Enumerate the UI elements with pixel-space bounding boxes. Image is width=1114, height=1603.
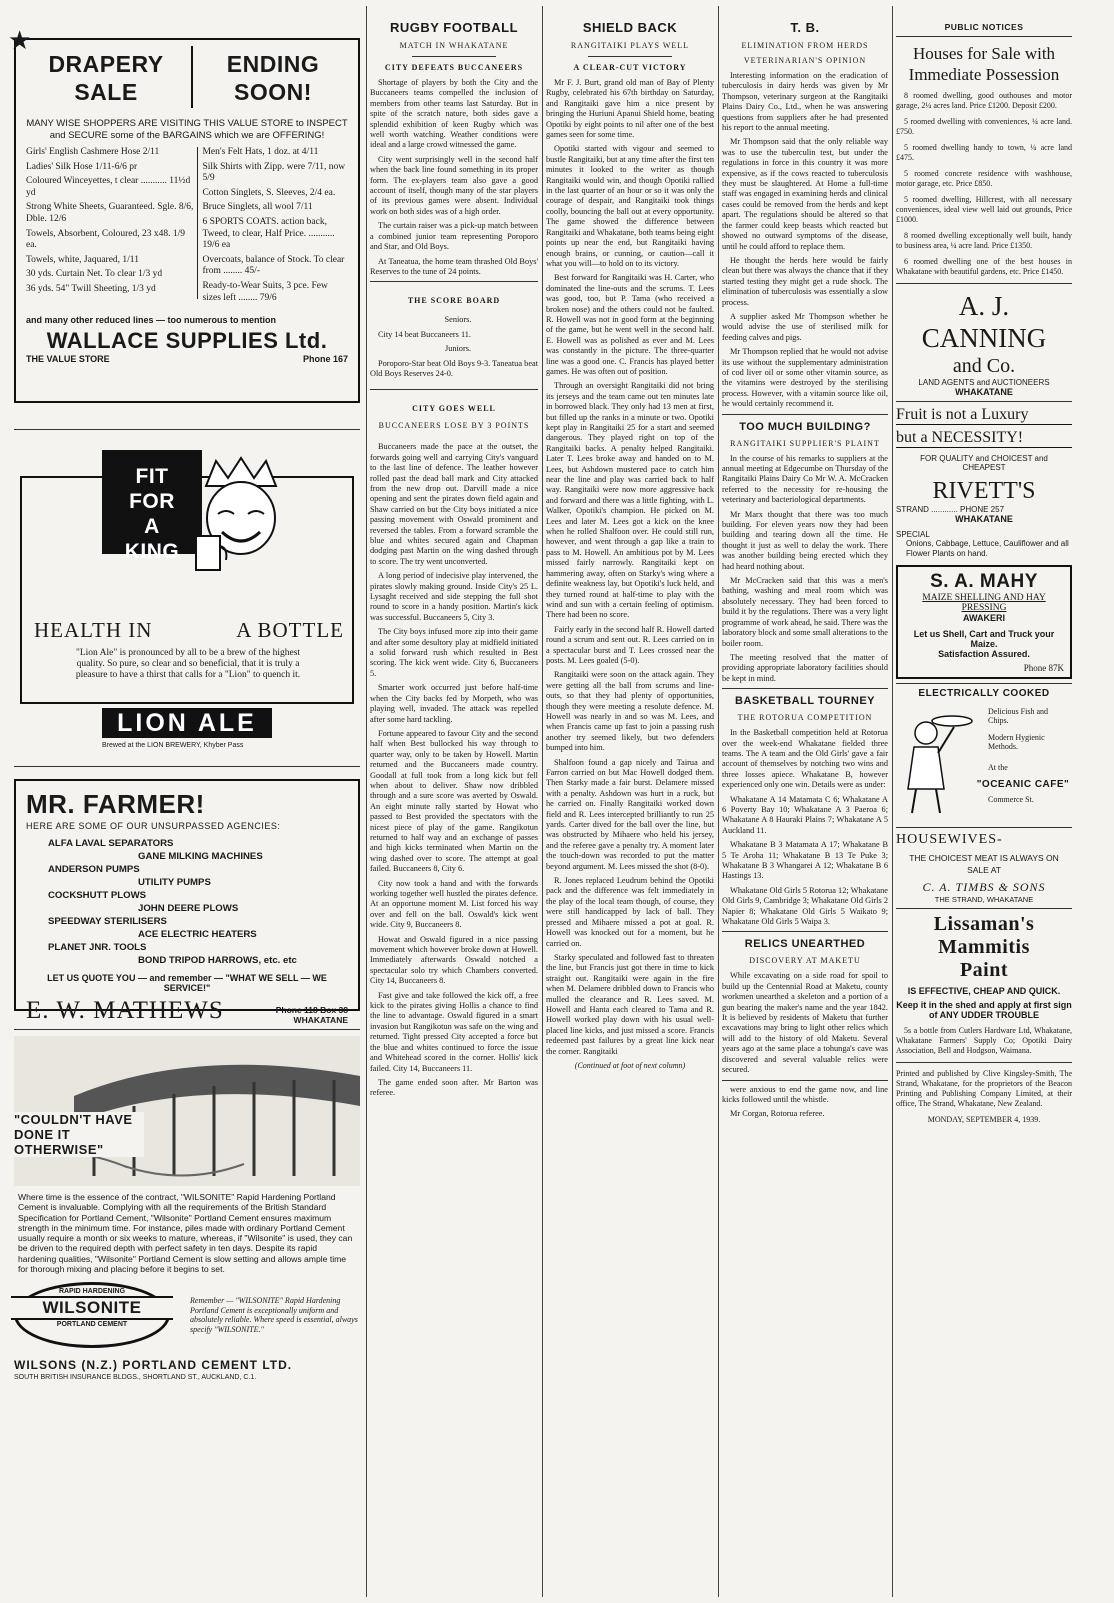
hygienic-text: Modern Hygienic Methods.	[988, 733, 1045, 751]
divider	[588, 56, 672, 57]
canning-role: LAND AGENTS and AUCTIONEERS	[918, 378, 1050, 387]
rugby-sub2: CITY DEFEATS BUCCANEERS	[384, 63, 524, 72]
drapery-right-item: Overcoats, balance of Stock. To clear from ........ 45/-	[202, 254, 345, 277]
house-listing: 5 roomed dwelling handy to town, ¼ acre land £475.	[896, 143, 1072, 162]
oceanic-cafe-name: "OCEANIC CAFE"	[976, 779, 1070, 790]
rugby-body	[370, 78, 538, 277]
drapery-title-divider	[191, 46, 193, 108]
drapery-right-item: Bruce Singlets, all wool 7/11	[202, 202, 313, 213]
ending-title: ENDING SOON!	[226, 51, 320, 105]
drapery-right-item: Silk Shirts with Zipp. were 7/11, now 5/9	[202, 161, 346, 184]
shield-continued: (Continued at foot of next column)	[574, 1060, 686, 1070]
mr-farmer-ad	[14, 779, 360, 1025]
shield-column	[546, 6, 714, 1597]
houses-title: Houses for Sale with Immediate Possession	[908, 44, 1060, 84]
shield-paragraph: Shalfoon found a gap nicely and Tairua and Farron carried on but Mac Howell dodged them. Then Starky made a fair burst. Delamere missed with a penalty. Ashdown was hurt in a ruck, but he carried on. Finally Rangitaiki worked down field and R. Lees intercepted brilliantly to run 25 yards. Carter dived for the ball over the line, but was obstructed by Mihaere who held his jersey, and the referee gave a penalty try. A moment later the touch-down was recorded to put the matter beyond argument. M. Lees missed the shot (8-0).	[546, 757, 714, 871]
divider	[896, 1062, 1072, 1063]
building-paragraph: Mr Marx thought that there was too much building. For eleven years now they had been building and tearing down all the time. He thought it just as well to delay the work. There was another building being erected which they had heard nothing about.	[722, 509, 888, 571]
canning-co: and Co.	[952, 355, 1016, 377]
issue-date: MONDAY, SEPTEMBER 4, 1939.	[927, 1115, 1041, 1124]
basketball-paragraph: Whakatane A 14 Matamata C 6; Whakatane A 6 Poverty Bay 10; Whakatane A 3 Paeroa 6; Whakatane A 8 Hauraki Plains 7; Whakatane A 5 Auckland 11.	[722, 794, 888, 835]
shield-paragraph: R. Jones replaced Leudrum behind the Opotiki pack and the difference was felt immediately in the play of the local team though, of course, they were still handicapped by lack of ball. They pressed and Mihaere missed a pot at goal. R. Howell was knocked out for a moment, but he carried on.	[546, 876, 714, 948]
column-rule	[892, 6, 893, 1597]
fruit-quality: FOR QUALITY and CHOICEST and CHEAPEST	[920, 454, 1048, 472]
building-sub: RANGITAIKI SUPPLIER'S PLAINT	[730, 438, 880, 448]
farmer-quote-line: LET US QUOTE YOU — and remember — "WHAT WE SELL — WE SERVICE!"	[47, 973, 327, 993]
city-paragraph: Howat and Oswald figured in a nice passing movement which however broke down at Howell. Immediately afterwards Oswald notched a spectacular solo try which Chambers converted. City 14, Buccaneers 8.	[370, 934, 538, 986]
divider	[896, 283, 1072, 284]
drapery-left-list	[26, 147, 198, 299]
tb-paragraph: Mr Thompson replied that he would not advise its use without the supplementary administration of cod liver oil or some other vitamin source, as the vitamins were destroyed by the sterilising process. However, with a vitamin source like oil, he would certainly recommend it.	[722, 347, 888, 409]
rugby-paragraph: Shortage of players by both the City and the Buccaneers teams compelled the inclusion of members from other teams last Saturday. But in spite of the scratch nature, both sides gave a splendid exhibition of keen Rugby which was well worth watching. Weather conditions were ideal and a large crowd witnessed the game.	[370, 78, 538, 150]
house-listing: 8 roomed dwelling, good outhouses and motor garage, 2¼ acres land. Price £1200. Deposit £200.	[896, 91, 1072, 110]
city-paragraph: City now took a hand and with the forwards working together well hustled the pirates defence. At an opportune moment M. List forced his way over and fell on the ball. Oswald's kick went wide. City 9, Buccaneers 8.	[370, 878, 538, 930]
city-goes-well-head: CITY GOES WELL	[412, 404, 496, 414]
shield-paragraph: Fairly early in the second half R. Howell darted round a scrum and sent out. R. Lees carried on in a spectacular burst and T. Lees crossed near the posts. M. Lees goaled (5-0).	[546, 624, 714, 665]
agency-list	[26, 837, 348, 967]
city-paragraph: Smarter work occurred just before half-time when the City backs fed by Morpeth, who was playing well, invaded. The attack was repelled after some hard tackling.	[370, 683, 538, 724]
wilsonite-text: Where time is the essence of the contract, "WILSONITE" Rapid Hardening Portland Cement is invaluable. Complying with all the requirements of the British Standard Specification for Portland Cement, "Wilsonite" Portland Cement ensures maximum strength in the minimum time. For instance, piles made with ordinary Portland Cement usually require a month or six weeks to mature, whereas, if "Wilsonite" is used, they can be driven to the required depth with perfect safety in ten days. Despite its rapid hardening qualities, "Wilsonite" Portland Cement is slow setting and allows ample time for thorough mixing and placing before it begins to set.	[18, 1192, 353, 1275]
shield-paragraph: Rangitaiki were soon on the attack again. They were getting all the ball from scrums and line-outs, so that they had plenty of opportunities, though they were meeting a resolute defence. M. Howell was nearly in and so was M. Lees, and when Francis came up fast to join a passing rush another try seemed likely, but two defenders bumped into him.	[546, 670, 714, 753]
divider	[896, 36, 1072, 37]
paint-effective: IS EFFECTIVE, CHEAP AND QUICK.	[907, 986, 1061, 996]
mathews-phone: Phone 118 Box 38	[275, 1005, 348, 1015]
score-line: City 14 beat Buccaneers 11.	[378, 329, 472, 339]
drapery-right-item: Ready-to-Wear Suits, 3 pce. Few sizes left ........ 79/6	[202, 280, 328, 303]
building-paragraph: In the course of his remarks to suppliers at the annual meeting at Edgecumbe on Thursday of the Rangitaiki Plains Dairy Co Mr W. A. McCracken referred to the necessity for re-housing the veterinary and bacteriological departments.	[722, 453, 888, 505]
canning-name: A. J. CANNING	[921, 291, 1047, 353]
lion-ale-ad	[14, 450, 360, 749]
housewives-head: HOUSEWIVES-	[896, 832, 1003, 847]
drapery-left-item: Girls' English Cashmere Hose 2/11	[26, 147, 160, 157]
lion-ale-brand: LION ALE	[102, 708, 272, 738]
divider	[14, 766, 360, 767]
tb-column	[722, 6, 888, 1597]
wilsonite-ad	[14, 1036, 360, 1416]
paint-price: 5s a bottle from Cutlers Hardware Ltd, Whakatane, Whakatane Farmers' Supply Co; Opotiki Dairy Association, Bell and Hodgson, Waimana.	[896, 1026, 1072, 1055]
shield-headline: SHIELD BACK	[582, 20, 678, 35]
mahy-name: S. A. MAHY	[930, 571, 1038, 592]
oceanic-cafe-ad	[896, 703, 1072, 823]
drapery-footer-line: and many other reduced lines — too numerous to mention	[26, 315, 277, 326]
tb-headline: T. B.	[790, 20, 820, 35]
city-paragraph: Fortune appeared to favour City and the second half when Best bullocked his way through to quarter way, only to be taken by Howell. Martin returned and the Buccaneers made country. Goodall at full took from a long kick but fell when about to deliver. Shaw now dribbled through and a sure score was averted by Oswald. An eight minute rally started by Howat who passed to Best provided the spectators with the nicest piece of play of the game. Rangikotun returned to half way and an exchange of passes and high kicks terminated when Martin on the wing dashed over to score. The attempt at goal failed. Buccaneers 8, City 6.	[370, 728, 538, 874]
agency-item: JOHN DEERE PLOWS	[138, 903, 239, 914]
mahy-ad	[896, 565, 1072, 679]
farmer-subtitle: HERE ARE SOME OF OUR UNSURPASSED AGENCIES:	[26, 821, 281, 831]
drapery-right-item: 6 SPORTS COATS. action back, Tweed, to clear, Half Price. ........... 19/6 ea	[202, 216, 335, 251]
fit-for-king-badge: FIT FOR A KING	[102, 450, 202, 554]
farmer-title: MR. FARMER!	[26, 789, 205, 819]
tb-paragraph: Mr Thompson said that the only reliable way was to use the tuberculin test, but under the regulations in force in this country it was more expensive, as if the cows reacted to tuberculosis they must be slaughtered. At Home a full-time staff was engaged in examining herds and clinical cases could be removed from the herds and kept apart. The regulations should be altered so that the farmer could keep beasts which reacted but showed no outward symptoms of the disease, until he could afford to replace them.	[722, 137, 888, 251]
imprint: Printed and published by Clive Kingsley-Smith, The Strand, Whakatane, for the proprietors of the Beacon Printing and Publishing Company Limited, at their office, The Strand, Whakatane, New Zealand.	[896, 1069, 1072, 1108]
score-line: Seniors.	[444, 315, 472, 325]
city-paragraph: Buccaneers made the pace at the outset, the forwards going well and carrying City's vanguard to the last line of defence. The leather however rolled past the dead ball mark and City attacked from the new drop out. Darvill made a nice opening and sent the pirates down field again and Shaw carried on but the City boys initiated a nice passing movement with Oswald prominent and reversed the tables. From a forward scramble the blue and whites secured again and Chapman dodging past Martin on the wing dashed through to score. The try went unconverted.	[370, 442, 538, 566]
drapery-left-item: Coloured Winceyettes, t clear ........... 11½d yd	[26, 176, 191, 198]
health-in: HEALTH IN	[34, 618, 153, 642]
smiling-king-illustration	[186, 456, 296, 586]
notices-column	[896, 6, 1072, 1597]
city-paragraph: A long period of indecisive play intervened, the pirates slowly making ground. Inside City's 25 L. Lysaght received and side stepping the full shot round to score in a handy position. Martin's kick was successful. Buccaneers 5, City 3.	[370, 571, 538, 622]
basketball-paragraph: Whakatane B 3 Matamata A 17; Whakatane B 5 Te Aroha 11; Whakatane B 13 Te Puke 3; Whakatane B 3 Whangarei A 12; Whakatane B 6 Hastings 13.	[722, 840, 888, 881]
agency-item: PLANET JNR. TOOLS	[48, 942, 147, 953]
city-paragraph: Fast give and take followed the kick off, a free kick to the pirates giving Hollis a chance to find the line to advantage. Oswald figured in a smart invasion but Rangikotun was safe on the wing and returned. Tight pressed City accepted a force but the blue and whites continued to force the issue and Whitehead scored in the corner. Hollis' kick failed. City 14, Buccaneers 11.	[370, 990, 538, 1073]
cafe-at: At the	[988, 763, 1008, 772]
mathews-company: E. W. MATHEWS	[26, 997, 224, 1024]
paint: Paint	[959, 959, 1009, 981]
relics-sub: DISCOVERY AT MAKETU	[749, 956, 861, 966]
canning-town: WHAKATANE	[955, 387, 1013, 397]
drapery-left-item: Towels, Absorbent, Coloured, 23 x48. 1/9 ea.	[26, 228, 185, 251]
drapery-ad	[8, 26, 360, 403]
shield-sub1: RANGITAIKI PLAYS WELL	[570, 41, 690, 50]
drapery-right-item: Men's Felt Hats, 1 doz. at 4/11	[202, 147, 319, 157]
timbs-address: THE STRAND, WHAKATANE	[934, 895, 1034, 904]
score-board	[370, 315, 538, 379]
paint-keep: Keep it in the shed and apply at first sign of ANY UDDER TROUBLE	[896, 1000, 1072, 1020]
relics-headline: RELICS UNEARTHED	[744, 938, 866, 951]
tb-body	[722, 71, 888, 410]
drapery-left-item: Ladies' Silk Hose 1/11-6/6 pr	[26, 161, 138, 172]
drapery-right-item: Cotton Singlets, S. Sleeves, 2/4 ea.	[202, 187, 336, 198]
wallace-phone: Phone 167	[302, 354, 348, 365]
agency-item: COCKSHUTT PLOWS	[48, 890, 147, 901]
city-paragraph: The game ended soon after. Mr Barton was referee.	[370, 1077, 538, 1098]
city-goes-well-sub: BUCCANEERS LOSE BY 3 POINTS	[378, 421, 530, 431]
tb-paragraph: A supplier asked Mr Thompson whether he would advise the use of sterilised milk for feeding calves and pigs.	[722, 311, 888, 342]
column-rule	[718, 6, 719, 1597]
agency-item: BOND TRIPOD HARROWS, etc. etc	[138, 955, 297, 966]
building-headline: TOO MUCH BUILDING?	[739, 420, 871, 433]
fruit-necessity: but a NECESSITY!	[896, 429, 1072, 448]
drapery-intro: MANY WISE SHOPPERS ARE VISITING THIS VALUE STORE to INSPECT and SECURE some of the BARGAINS which we are OFFERING!	[26, 118, 348, 141]
basketball-sub: THE ROTORUA COMPETITION	[737, 713, 873, 723]
drapery-title: DRAPERY SALE	[48, 51, 164, 105]
rivetts-strand: STRAND ............ PHONE 257	[896, 505, 1005, 514]
basketball-paragraph: Whakatane Old Girls 5 Rotorua 12; Whakatane Old Girls 9, Cambridge 3; Whakatane Old Girls 2 Napier 8; Whakatane Old Girls 5 Waikato 9; Whakatane Old Girls 5 Waipa 3.	[722, 885, 888, 927]
house-listing: 6 roomed dwelling one of the best houses in Whakatane with beautiful gardens, etc. Price £1450.	[896, 257, 1072, 276]
basketball-body	[722, 728, 888, 927]
basketball-paragraph: In the Basketball competition held at Rotorua over the week-end Whakatane fielded three teams. The A team and the Old Girls' gave a fair account of themselves by notching two wins and three losses apiece. Whakatane B, however experienced only one win. Details were as under:	[722, 728, 888, 790]
shield-paragraph: Starky speculated and followed fast to threaten the line, but Francis just got there in time to kick straight out. Rangitaiki were again in the fire when M. Delamere dribbled down to Francis who mulled the clearance and R. Lees saved. M. Howell and Hanta each cleared to Tama and R. Howell worked play down with his usual well-placed line kicks, and just missed a score. Francis redeemed past failures by a great line kick near the corner. Rangitaiki	[546, 952, 714, 1056]
tb-paragraph: He thought the herds here would be fairly clean but there was always the chance that if they started testing they might get a rude shock. The elimination of tuberculosis was essentially a slow process.	[722, 255, 888, 307]
shield-paragraph: Through an oversight Rangitaiki did not bring its jerseys and the team came out ten minutes late in borrowed black. They only had 13 men at first, but filled up the ranks in a minute or two. Opotiki kept play in Rangitaiki 25 for a start and seemed dangerous. They played right on top of the Rangitaiki backs. A penalty helped Rangitaiki. Later T. Lees broke away and handed on to M. Lees, but Ashdown mustered pace to catch him near the line and play was carried back to half way. Rangitaiki were now more aggressive back and forward and there was a little fighting, with L. Walker, Opotiki's champion. He picked on M. Lees and later M. Lees got a kick on the knee when he rolled Shalfoon over. He could still run, however, and went through a gap like a train to pass to M. Howell. An ambitious pot by M. Lees missed fairly narrowly. Rangitaiki kept on hammering away, often on Starky's wing where a definite weakness lay, but Opotiki's luck held, and they turned round at half-time to play with the wind and sun with a certain feeling of optimism. There had been no score.	[546, 381, 714, 620]
divider	[412, 56, 496, 57]
rugby-sub1: MATCH IN WHAKATANE	[399, 41, 509, 50]
score-board-head: THE SCORE BOARD	[407, 296, 501, 306]
divider	[370, 281, 538, 282]
drapery-left-item: 36 yds. 54" Twill Sheeting, 1/3 yd	[26, 283, 156, 294]
shield-paragraph: Best forward for Rangitaiki was H. Carter, who dominated the line-outs and the scrums. T. Lees was good, too, but P. Tama (who received a broken nose) and the others could not be faulted. R. Howell was not in good form at the beginning of the game, but he went well in the second half. E. Howell was as polished as ever and M. Lees was constantly in the picture. The three-quarter line was a good one. C. Francis has played better games. He was often out of position.	[546, 273, 714, 376]
lissamans: Lissaman's	[933, 913, 1035, 935]
bridge-illustration	[14, 1036, 360, 1186]
agency-item: ANDERSON PUMPS	[48, 864, 140, 875]
divider	[896, 683, 1072, 684]
score-line: Poroporo-Star beat Old Boys 9-3. Taneatua beat Old Boys Reserves 24-0.	[370, 358, 538, 378]
special-text: Onions, Cabbage, Lettuce, Cauliflower and all Flower Plants on hand.	[906, 539, 1069, 558]
rugby-paragraph: The curtain raiser was a pick-up match between a combined junior team representing Poroporo and Star, and Old Boys.	[370, 221, 538, 252]
shield-body	[546, 78, 714, 1057]
divider	[722, 688, 888, 689]
relics-body	[722, 971, 888, 1075]
divider	[14, 429, 360, 430]
divider	[370, 389, 538, 390]
waiter-with-plate-illustration	[896, 703, 976, 821]
mathews-town: WHAKATANE	[293, 1015, 348, 1025]
divider	[896, 827, 1072, 828]
wilsons-company: WILSONS (N.Z.) PORTLAND CEMENT LTD.	[14, 1358, 293, 1373]
building-paragraph: Mr McCracken said that this was a men's bathing, washing and meal room which was absolutely necessary. They had been forced to build it by the regulations. There was a very light programme of work ahead, he said. There was the laboratory block and some small alterations to the boiler room.	[722, 576, 888, 648]
agency-item: UTILITY PUMPS	[138, 877, 211, 888]
public-notices-head: PUBLIC NOTICES	[944, 22, 1024, 32]
relics-paragraph: While excavating on a side road for spoil to build up the Centennial Road at Maketu, county workmen unearthed a skeleton and a portion of a gun bearing the maker's name and the year 1842. It is believed by residents of Maketu that further excavations may bring to light other relics which will add to the history of old Maketu. Several years ago at the same place a tohunga's cave was discovered and several valuable relics were secured.	[722, 971, 888, 1075]
value-store: THE VALUE STORE	[26, 354, 110, 365]
rugby-headline: RUGBY FOOTBALL	[389, 20, 519, 35]
column-rule	[542, 6, 543, 1597]
drapery-right-list	[198, 147, 348, 307]
shield-referee: Mr Corgan, Rotorua referee.	[730, 1109, 825, 1119]
mahy-sub: MAIZE SHELLING AND HAY PRESSING	[922, 593, 1046, 613]
shield-paragraph: Mr F. J. Burt, grand old man of Bay of Plenty Rugby, celebrated his 67th birthday on Saturday, and Rangitaiki gave him a nice present by bringing the Huriuni Apanui Shield home, beating Opotiki by eight points to nil after one of the best games seen for some time.	[546, 78, 714, 140]
building-body	[722, 454, 888, 685]
basketball-headline: BASKETBALL TOURNEY	[735, 695, 875, 708]
tb-sub2: VETERINARIAN'S OPINION	[743, 56, 867, 65]
agency-item: ACE ELECTRIC HEATERS	[138, 929, 257, 940]
wilsonite-remember: Remember — "WILSONITE" Rapid Hardening Portland Cement is exceptionally uniform and absolutely reliable. Where speed is essential, always specify "WILSONITE."	[190, 1296, 358, 1334]
score-line: Juniors.	[444, 344, 472, 354]
mahy-line1: Let us Shell, Cart and Truck your Maize.	[913, 629, 1055, 649]
shield-paragraph: Opotiki started with vigour and seemed to bustle Rangitaiki, but at any time after the first ten minutes it looked to the writer as though Rangitaiki would win, and though Opotiki rallied in the last quarter of an hour or so it was only the courage of despair, and Rangitaiki took things coolly, bouncing the ball out at every opportunity. The game showed the difference between Rangitaiki and Whakatane, both teams being eight points up near the end, but Rangitaiki having enough brains, or cunning, or caution—call it what you will—to hold on to its victory.	[546, 144, 714, 268]
divider	[722, 1080, 888, 1081]
tb-paragraph: Interesting information on the eradication of tuberculosis in dairy herds was given by Mr Thompson, veterinary surgeon at the Rangitaiki Plains Dairy Co., Ltd., when he was answering questions from suppliers after he had presented his report to the annual meeting.	[722, 71, 888, 133]
divider	[14, 1029, 360, 1030]
shield-sub2: A CLEAR-CUT VICTORY	[573, 63, 687, 72]
tb-sub1: ELIMINATION FROM HERDS	[741, 41, 869, 50]
house-listing: 5 roomed concrete residence with washhouse, motor garage, etc. Price £850.	[896, 169, 1072, 188]
rugby-paragraph: City went surprisingly well in the second half when the back line found something in its proper form. The ex-players team also gave a good account of itself, though many of the star players of its previous games were absent. Individual work on both sides was of a high order.	[370, 154, 538, 216]
wallace-company: WALLACE SUPPLIES Ltd.	[46, 328, 328, 354]
a-bottle: A BOTTLE	[236, 618, 344, 642]
column-rule	[366, 6, 367, 1597]
special-head: SPECIAL	[896, 530, 930, 539]
housewives-text: THE CHOICEST MEAT IS ALWAYS ON SALE AT	[909, 853, 1059, 875]
agency-item: ALFA LAVAL SEPARATORS	[48, 838, 174, 849]
agency-item: GANE MILKING MACHINES	[138, 851, 263, 862]
wilsonite-seal: RAPID HARDENING WILSONITE PORTLAND CEMENT	[14, 1282, 170, 1348]
drapery-left-item: 30 yds. Curtain Net. To clear 1/3 yd	[26, 269, 163, 280]
wilsonite-caption: "COULDN'T HAVE DONE IT OTHERWISE"	[14, 1112, 144, 1157]
ads-column	[8, 6, 360, 1597]
city-paragraph: The City boys infused more zip into their game and after some desultory play at midfield initiated a solid forward rush which resulted in Best scoring. The kick went wide. City 6, Buccaneers 5.	[370, 627, 538, 678]
fruit-luxury: Fruit is not a Luxury	[896, 406, 1072, 425]
divider	[722, 414, 888, 415]
fish-chips-text: Delicious Fish and Chips.	[988, 707, 1048, 725]
mammitis: Mammitis	[938, 936, 1030, 958]
house-listing: 5 roomed dwelling with conveniences, ¼ acre land. £750.	[896, 117, 1072, 136]
divider	[896, 908, 1072, 909]
star-icon: ★	[8, 26, 32, 55]
city-goes-well-body	[370, 442, 538, 1098]
house-listing: 8 roomed dwelling exceptionally well built, handy to business area, ¼ acre land. Price £1350.	[896, 231, 1072, 250]
wilsons-address: SOUTH BRITISH INSURANCE BLDGS., SHORTLAND ST., AUCKLAND, C.1.	[14, 1374, 257, 1382]
agency-item: SPEEDWAY STERILISERS	[48, 916, 167, 927]
lion-ad-text: "Lion Ale" is pronounced by all to be a brew of the highest quality. So pure, so clear and so beneficial, that it is truly a pleasure to have a thirst that calls for a "Lion" to quench it.	[75, 648, 301, 680]
shield-continuation: were anxious to end the game now, and line kicks followed until the whistle.	[722, 1084, 888, 1104]
building-paragraph: The meeting resolved that the matter of providing appropriate laboratory facilities should be kept in mind.	[722, 652, 888, 683]
electrically-cooked-head: ELECTRICALLY COOKED	[918, 688, 1050, 699]
house-list	[896, 91, 1072, 277]
lion-brewery-line: Brewed at the LION BREWERY, Khyber Pass	[102, 742, 244, 749]
rivetts-name: RIVETT'S	[932, 478, 1036, 504]
mahy-line2: Satisfaction Assured.	[938, 649, 1030, 659]
mahy-phone: Phone 87K	[1023, 663, 1064, 673]
drapery-left-item: Towels, white, Jaquared, 1/11	[26, 254, 139, 265]
mahy-town: AWAKERI	[962, 613, 1005, 623]
drapery-left-item: Strong White Sheets, Guaranteed. Sgle. 8/6, Dble. 12/6	[26, 202, 194, 224]
house-listing: 5 roomed dwelling, Hillcrest, with all necessary conveniences, ideal view well laid out grounds, Price £1000.	[896, 195, 1072, 224]
divider	[722, 931, 888, 932]
cafe-street: Commerce St.	[988, 795, 1034, 804]
rugby-paragraph: At Taneatua, the home team thrashed Old Boys' Reserves to the tune of 24 points.	[370, 256, 538, 276]
timbs-name: C. A. TIMBS & SONS	[922, 880, 1046, 894]
divider	[896, 401, 1072, 402]
rivetts-town: WHAKATANE	[955, 514, 1013, 524]
rugby-column	[370, 6, 538, 1597]
